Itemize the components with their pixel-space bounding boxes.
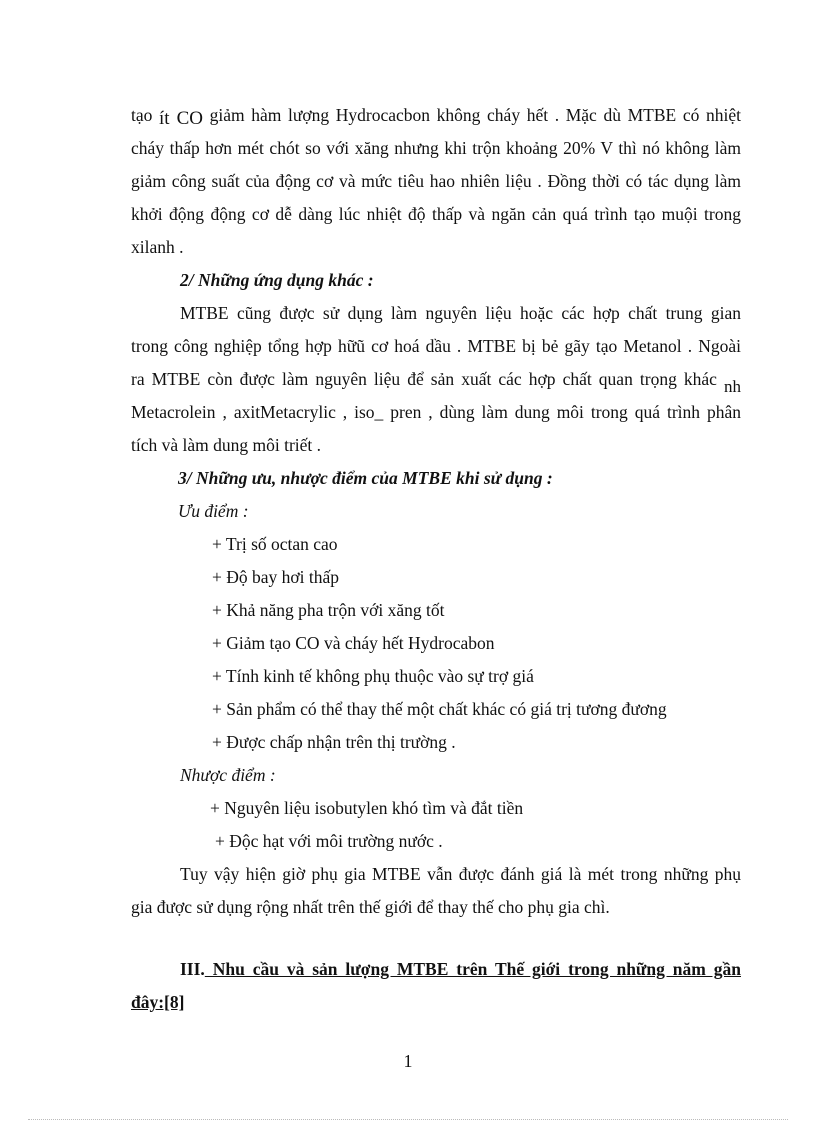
paragraph1-line2: cháy thấp hơn mét chót so với xăng nhưng khi trộn khoảng 20% V thì nó không làm	[131, 138, 741, 158]
conclusion-line1: Tuy vậy hiện giờ phụ gia MTBE vẫn được đánh giá là mét trong những phụ	[180, 864, 741, 884]
section2-line4: Metacrolein , axitMetacrylic , iso_ pren , dùng làm dung môi trong quá trình phân	[131, 402, 741, 422]
section2-line5: tích và làm dung môi triết .	[131, 435, 322, 455]
pros-item: + Sản phẩm có thể thay thế một chất khác có giá trị tương đương	[212, 699, 667, 719]
heading3-line1: III. Nhu cầu và sản lượng MTBE trên Thế giới trong những năm gần	[180, 959, 741, 979]
pros-label: Ưu điểm :	[178, 501, 249, 521]
paragraph1-line1: tạo ít CO giảm hàm lượng Hydrocacbon không cháy hết . Mặc dù MTBE có nhiệt	[131, 105, 741, 129]
section2-line2: trong công nghiệp tổng hợp hữũ cơ hoá dầu . MTBE bị bẻ gãy tạo Metanol . Ngoài	[131, 336, 741, 356]
pros-item: + Độ bay hơi thấp	[212, 567, 340, 587]
pros-item: + Trị số octan cao	[212, 534, 338, 554]
section2-line3: ra MTBE còn được làm nguyên liệu để sản xuất các hợp chất quan trọng khác nh	[131, 369, 741, 396]
cons-item: + Nguyên liệu isobutylen khó tìm và đắt tiền	[210, 798, 524, 818]
pros-item: + Khả năng pha trộn với xăng tốt	[212, 600, 445, 620]
page-number: 1	[403, 1051, 413, 1071]
pros-item: + Tính kinh tế không phụ thuộc vào sự trợ giá	[212, 666, 534, 686]
footer-divider	[28, 1119, 788, 1120]
paragraph1-line3: giảm công suất của động cơ và mức tiêu hao nhiên liệu . Đồng thời có tác dụng làm	[131, 171, 741, 191]
conclusion-line2: gia được sử dụng rộng nhất trên thế giới để thay thế cho phụ gia chì.	[131, 897, 610, 917]
cons-item: + Độc hạt với môi trường nước .	[215, 831, 443, 851]
paragraph1-line4: khởi động động cơ dễ dàng lúc nhiệt độ thấp và ngăn cản quá trình tạo muội trong	[131, 204, 741, 224]
pros-item: + Giảm tạo CO và cháy hết Hydrocabon	[212, 633, 495, 653]
section3-title: 3/ Những ưu, nhược điểm của MTBE khi sử dụng :	[178, 468, 553, 488]
section2-line1: MTBE cũng được sử dụng làm nguyên liệu hoặc các hợp chất trung gian	[180, 303, 741, 323]
pros-item: + Được chấp nhận trên thị trường .	[212, 732, 456, 752]
heading3-line2: đây:[8]	[131, 992, 185, 1012]
cons-label: Nhược điểm :	[180, 765, 276, 785]
paragraph1-line5: xilanh .	[131, 237, 184, 257]
section2-title: 2/ Những ứng dụng khác :	[180, 270, 374, 290]
